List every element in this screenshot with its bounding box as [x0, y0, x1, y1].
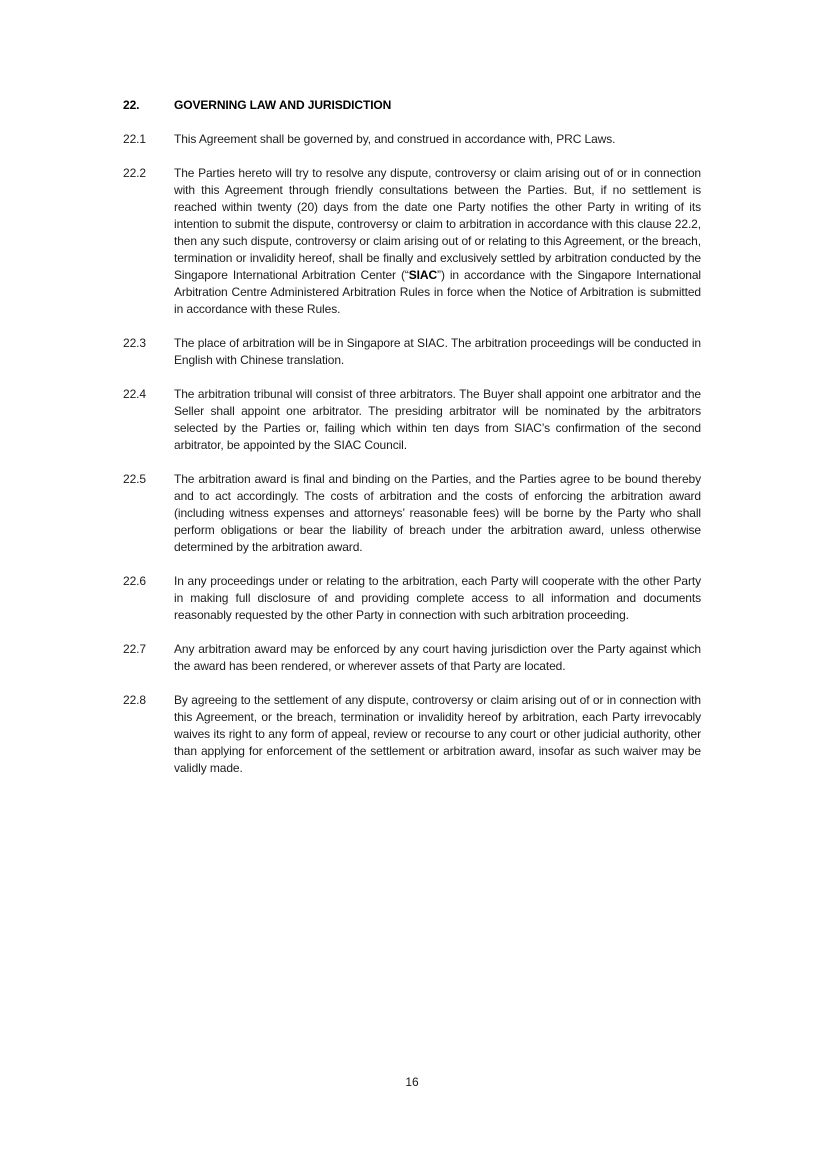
clause-number: 22.8: [123, 693, 146, 707]
clause-number: 22.3: [123, 336, 146, 350]
clause-22-3: [123, 335, 701, 369]
clause-text-post: ”) in accordance with the Singapore International Arbitration Centre Administered Arbitration Rules in force when the Notice of Arbitration is submitted in accordance with these Rules.: [174, 268, 701, 316]
clause-text: By agreeing to the settlement of any dispute, controversy or claim arising out of or in connection with this Agreement, or the breach, termination or invalidity hereof by arbitration, each Party irrevocably waives its right to any form of appeal, review or recourse to any court or other judicial authority, other than applying for enforcement of the settlement or arbitration award, insofar as such waiver may be validly made.: [174, 693, 701, 775]
clause-number: 22.5: [123, 472, 146, 486]
clause-22-8: [123, 692, 701, 777]
clause-text: In any proceedings under or relating to the arbitration, each Party will cooperate with the other Party in making full disclosure of and providing complete access to all information and documents reasonably requested by the other Party in connection with such arbitration proceeding.: [174, 574, 701, 622]
clause-number: 22.1: [123, 132, 146, 146]
clause-text: Any arbitration award may be enforced by any court having jurisdiction over the Party against which the award has been rendered, or wherever assets of that Party are located.: [174, 642, 701, 673]
clause-number: 22.7: [123, 642, 146, 656]
clause-number: 22.6: [123, 574, 146, 588]
clause-text: This Agreement shall be governed by, and construed in accordance with, PRC Laws.: [174, 132, 616, 146]
clause-text: The arbitration award is final and binding on the Parties, and the Parties agree to be bound thereby and to act accordingly. The costs of arbitration and the costs of enforcing the arbitration award (including witness expenses and attorneys’ reasonable fees) will be borne by the Party who shall perform obligations or bear the liability of breach under the arbitration award, unless otherwise determined by the arbitration award.: [174, 472, 701, 554]
clause-22-4: [123, 386, 701, 454]
contract-section-22: [123, 97, 701, 777]
section-title: GOVERNING LAW AND JURISDICTION: [174, 98, 392, 112]
clause-22-6: [123, 573, 701, 624]
defined-term-siac: SIAC: [408, 268, 438, 282]
clause-22-5: [123, 471, 701, 556]
clause-text-pre: The Parties hereto will try to resolve any dispute, controversy or claim arising out of or in connection with this Agreement through friendly consultations between the Parties. But, if no settlement is reached within twenty (20) days from the date one Party notifies the other Party in writing of its intention to submit the dispute, controversy or claim to arbitration in accordance with this clause 22.2, then any such dispute, controversy or claim arising out of or relating to this Agreement, or the breach, termination or invalidity hereof, shall be finally and exclusively settled by arbitration conducted by the Singapore International Arbitration Center (“: [174, 166, 701, 282]
section-heading: [123, 97, 701, 114]
clause-text: The arbitration tribunal will consist of three arbitrators. The Buyer shall appoint one arbitrator and the Seller shall appoint one arbitrator. The presiding arbitrator will be nominated by the arbitrators selected by the Parties or, failing which within ten days from SIAC’s confirmation of the second arbitrator, be appointed by the SIAC Council.: [174, 387, 701, 452]
section-number: 22.: [123, 98, 140, 112]
page-number: 16: [405, 1075, 419, 1089]
clause-number: 22.2: [123, 166, 146, 180]
clause-number: 22.4: [123, 387, 146, 401]
clause-22-1: [123, 131, 701, 148]
clause-text: The place of arbitration will be in Singapore at SIAC. The arbitration proceedings will be conducted in English with Chinese translation.: [174, 336, 701, 367]
clause-22-2: [123, 165, 701, 318]
clause-22-7: [123, 641, 701, 675]
clause-text: [174, 165, 701, 318]
